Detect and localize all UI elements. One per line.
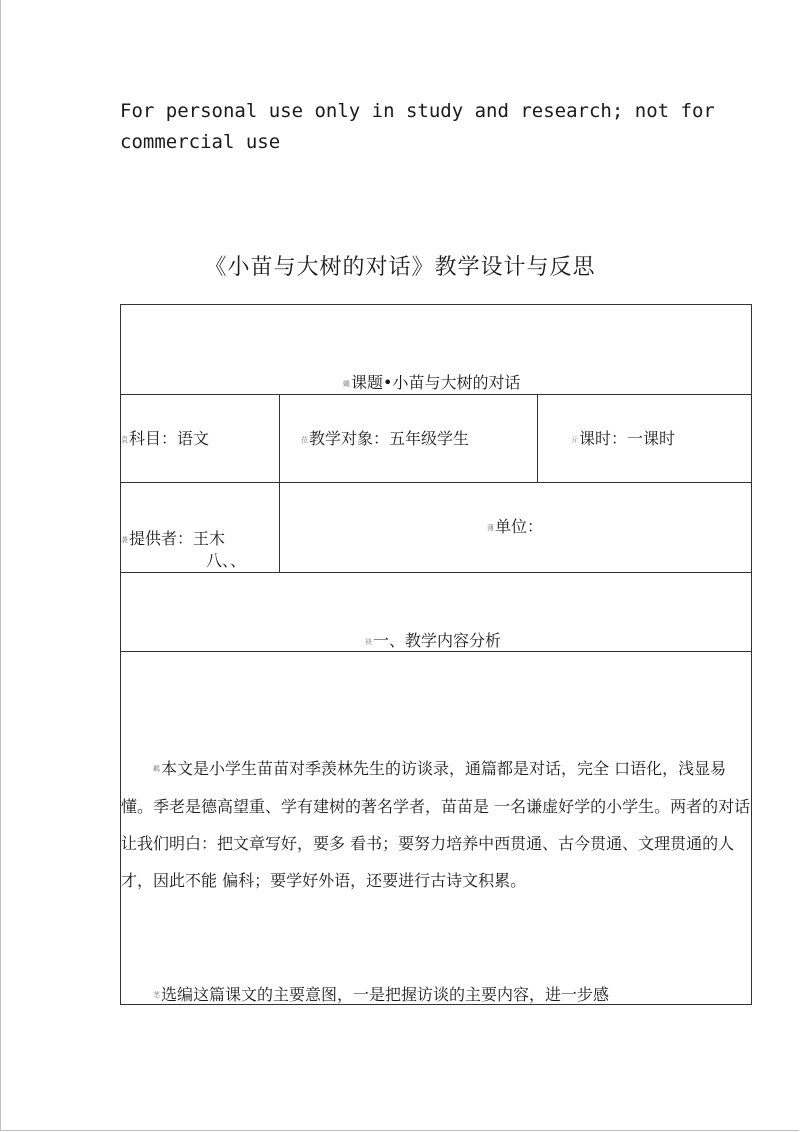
lesson-cell [343, 373, 520, 394]
analysis-paragraph-2 [121, 976, 751, 1014]
analysis-paragraph-1 [121, 750, 751, 899]
unit-cell [487, 517, 543, 538]
lesson-title: 课题•小苗与大树的对话 [351, 373, 521, 392]
audience-prefix: 莅 [301, 435, 308, 444]
usage-notice-line-1: For personal use only in study and research; not for [120, 100, 715, 122]
section-text: 一、教学内容分析 [373, 631, 502, 650]
usage-notice [120, 96, 740, 158]
provider-prefix: 袭 [121, 535, 128, 544]
paragraph-1-prefix: 羁 [153, 765, 160, 773]
usage-notice-line-2: commercial use [120, 131, 281, 153]
row-divider-3 [121, 572, 751, 573]
document-title: 《小苗与大树的对话》教学设计与反思 [204, 255, 596, 280]
audience-text: 教学对象：五年级学生 [309, 429, 470, 448]
column-divider-2 [537, 394, 538, 482]
subject-prefix: 袁 [121, 435, 128, 444]
column-divider-1 [279, 394, 280, 572]
provider-continuation: 八、、 [206, 551, 247, 570]
unit-text: 单位： [495, 517, 544, 536]
row-divider-2 [121, 482, 751, 483]
period-cell [571, 429, 675, 450]
lesson-plan-table [120, 304, 752, 1005]
paragraph-1-text: 本文是小学生苗苗对季羡林先生的访谈录，通篇都是对话，完全 口语化，浅显易懂。季老是德高望重、学有建树的著名学者，苗苗是 一名谦虚好学的小学生。两者的对话让我们明白：把文章写好，要多 看书；要努力培养中西贯通、古今贯通、文理贯通的人才，因此不能 偏科；要学好外语，还要进行古诗文积累。 [121, 759, 751, 890]
subject-text: 科目：语文 [129, 429, 210, 448]
provider-cell [121, 529, 225, 550]
lesson-prefix: 蝿 [343, 379, 350, 388]
paragraph-2-text: 选编这篇课文的主要意图，一是把握访谈的主要内容，进一步感 [161, 985, 610, 1004]
section-prefix: 袂 [365, 637, 372, 646]
audience-cell [301, 429, 469, 450]
section-heading [365, 631, 501, 652]
provider-text: 提供者：王木 [129, 529, 226, 548]
unit-prefix: 薄 [487, 523, 494, 532]
paragraph-2-prefix: 芼 [153, 991, 160, 999]
period-text: 课时：一课时 [579, 429, 676, 448]
row-divider-1 [121, 394, 751, 395]
period-prefix: 亓 [571, 435, 578, 444]
subject-cell [121, 429, 209, 450]
